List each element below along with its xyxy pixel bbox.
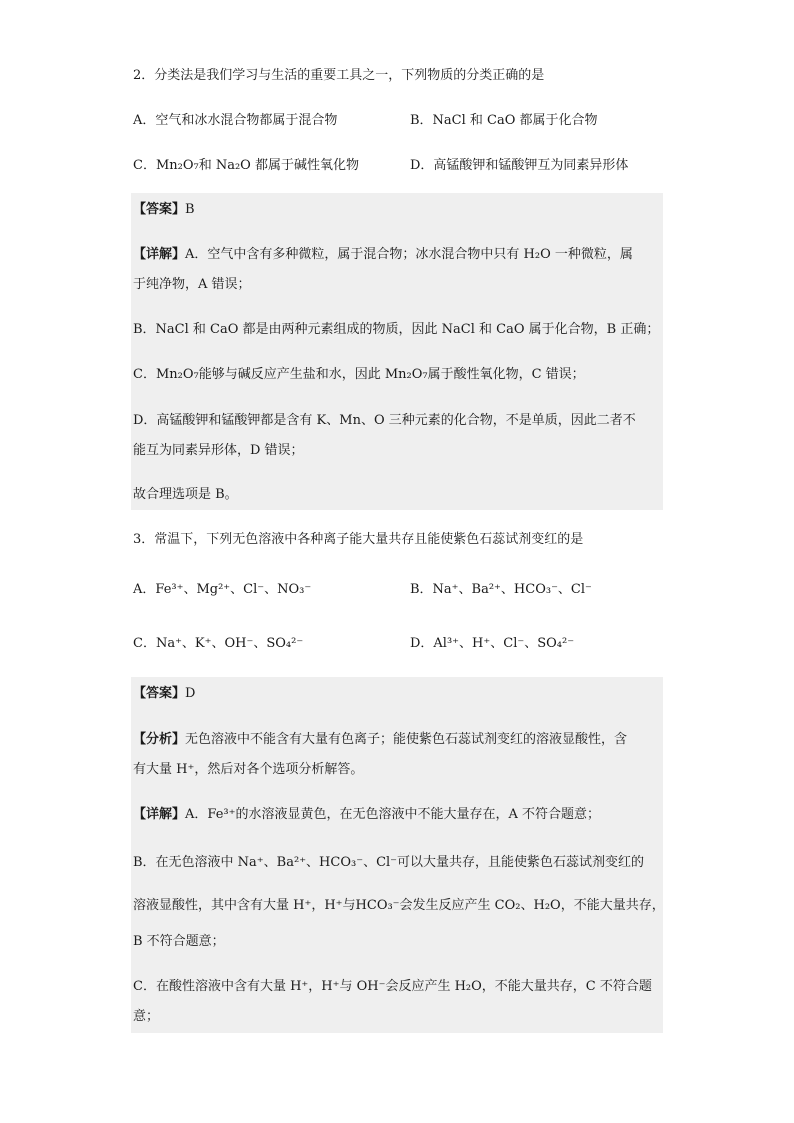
q2-detail-label: 【详解】 [133, 247, 186, 262]
q3-option-d: D．Al³⁺、H⁺、Cl⁻、SO₄²⁻ [410, 636, 575, 651]
q2-option-c: C．Mn₂O₇和 Na₂O 都属于碱性氧化物 [133, 158, 359, 173]
q2-answer-label: 【答案】 [133, 202, 186, 217]
q3-answer [133, 684, 195, 704]
q3-detail-b-line1: B．在无色溶液中 Na⁺、Ba²⁺、HCO₃⁻、Cl⁻可以大量共存，且能使紫色石蕊试剂变红的 [133, 855, 645, 870]
q3-stem: 3．常温下，下列无色溶液中各种离子能大量共存且能使紫色石蕊试剂变红的是 [133, 532, 584, 547]
q2-detail-a-line1 [133, 245, 633, 265]
q3-analysis-label: 【分析】 [133, 732, 186, 747]
q2-detail-a-line2: 于纯净物，A 错误； [133, 277, 251, 292]
q3-analysis-line2: 有大量 H⁺，然后对各个选项分析解答。 [133, 762, 364, 777]
q3-detail-b-line3: B 不符合题意； [133, 934, 225, 949]
q3-detail-c-line1: C．在酸性溶液中含有大量 H⁺，H⁺与 OH⁻会反应产生 H₂O，不能大量共存，C 不符合题 [133, 979, 652, 994]
q2-detail-d-line1: D．高锰酸钾和锰酸钾都是含有 K、Mn、O 三种元素的化合物，不是单质，因此二者不 [133, 413, 636, 428]
q3-option-a: A．Fe³⁺、Mg²⁺、Cl⁻、NO₃⁻ [133, 582, 312, 597]
q3-detail-a-text: A．Fe³⁺的水溶液显黄色，在无色溶液中不能大量存在，A 不符合题意； [185, 807, 601, 822]
q2-detail-a-text: A．空气中含有多种微粒，属于混合物；冰水混合物中只有 H₂O 一种微粒，属 [185, 247, 633, 262]
q2-solution-box [131, 193, 663, 510]
q2-option-b: B．NaCl 和 CaO 都属于化合物 [410, 113, 598, 128]
q2-option-d: D．高锰酸钾和锰酸钾互为同素异形体 [410, 158, 629, 173]
q2-conclusion: 故合理选项是 B。 [133, 487, 238, 502]
q3-detail-a [133, 805, 600, 825]
q2-detail-b: B．NaCl 和 CaO 都是由两种元素组成的物质，因此 NaCl 和 CaO 属于化合物，B 正确； [133, 322, 660, 337]
q2-answer [133, 200, 195, 220]
q3-answer-value: D [185, 686, 196, 701]
q2-answer-value: B [185, 202, 195, 217]
q2-option-a: A．空气和冰水混合物都属于混合物 [133, 113, 338, 128]
q2-stem: 2．分类法是我们学习与生活的重要工具之一，下列物质的分类正确的是 [133, 68, 545, 83]
q2-detail-d-line2: 能互为同素异形体，D 错误； [133, 443, 304, 458]
q3-answer-label: 【答案】 [133, 686, 186, 701]
q2-detail-c: C．Mn₂O₇能够与碱反应产生盐和水，因此 Mn₂O₇属于酸性氧化物，C 错误； [133, 367, 585, 382]
q3-detail-c-line2: 意； [133, 1009, 160, 1024]
q3-detail-b-line2: 溶液显酸性，其中含有大量 H⁺，H⁺与HCO₃⁻会发生反应产生 CO₂、H₂O，不能大量共存， [133, 898, 665, 913]
q3-option-b: B．Na⁺、Ba²⁺、HCO₃⁻、Cl⁻ [410, 582, 592, 597]
q3-option-c: C．Na⁺、K⁺、OH⁻、SO₄²⁻ [133, 636, 304, 651]
q3-analysis-line1 [133, 730, 627, 750]
q3-detail-label: 【详解】 [133, 807, 186, 822]
q3-analysis-text: 无色溶液中不能含有大量有色离子；能使紫色石蕊试剂变红的溶液显酸性，含 [185, 732, 628, 747]
